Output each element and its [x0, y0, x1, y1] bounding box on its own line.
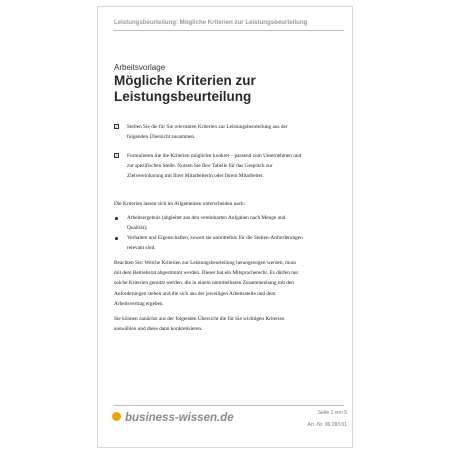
page-title: Mögliche Kriterien zur Leistungsbeurteilung: [114, 73, 256, 104]
bullet-icon: [115, 237, 118, 240]
document-kicker: Arbeitsvorlage: [114, 63, 166, 72]
body-paragraph: Sie können zunächst aus der folgenden Übersicht die für Sie wichtigen Kriterien auswählen und diese dann konkretisieren.: [114, 316, 285, 333]
checkbox-icon: ✓: [115, 124, 119, 129]
bullet-icon: [115, 217, 118, 220]
body-paragraph: Beachten Sie: Welche Kriterien zur Leistungsbeurteilung herangezogen werden, muss mit dem Betriebsrat abgestimmt werden. Dieser hat ein Mitspracherecht. Es dürfen nur solche Kriterien genutzt werden, die in einem unmittelbaren Zusammenhang mit den Anforderungen stehen und die sich aus der jeweiligen Arbeitsstelle und dem Arbeitsvertrag ergeben.: [114, 260, 299, 307]
checkbox-icon: ✓: [115, 153, 119, 158]
running-header: Leistungsbeurteilung: Mögliche Kriterien zur Leistungsbeurteilung: [114, 19, 308, 26]
footer-divider: [114, 405, 344, 406]
page-number: Seite 1 von 5: [317, 410, 347, 416]
intro-text: Die Kriterien lassen sich im Allgemeinen unterscheiden nach:: [114, 201, 246, 207]
logo-dot-icon: [112, 412, 121, 421]
header-divider: [114, 30, 344, 31]
article-number: Art.-Nr. 06.093.01: [307, 422, 347, 428]
logo: business-wissen.de: [112, 412, 234, 424]
